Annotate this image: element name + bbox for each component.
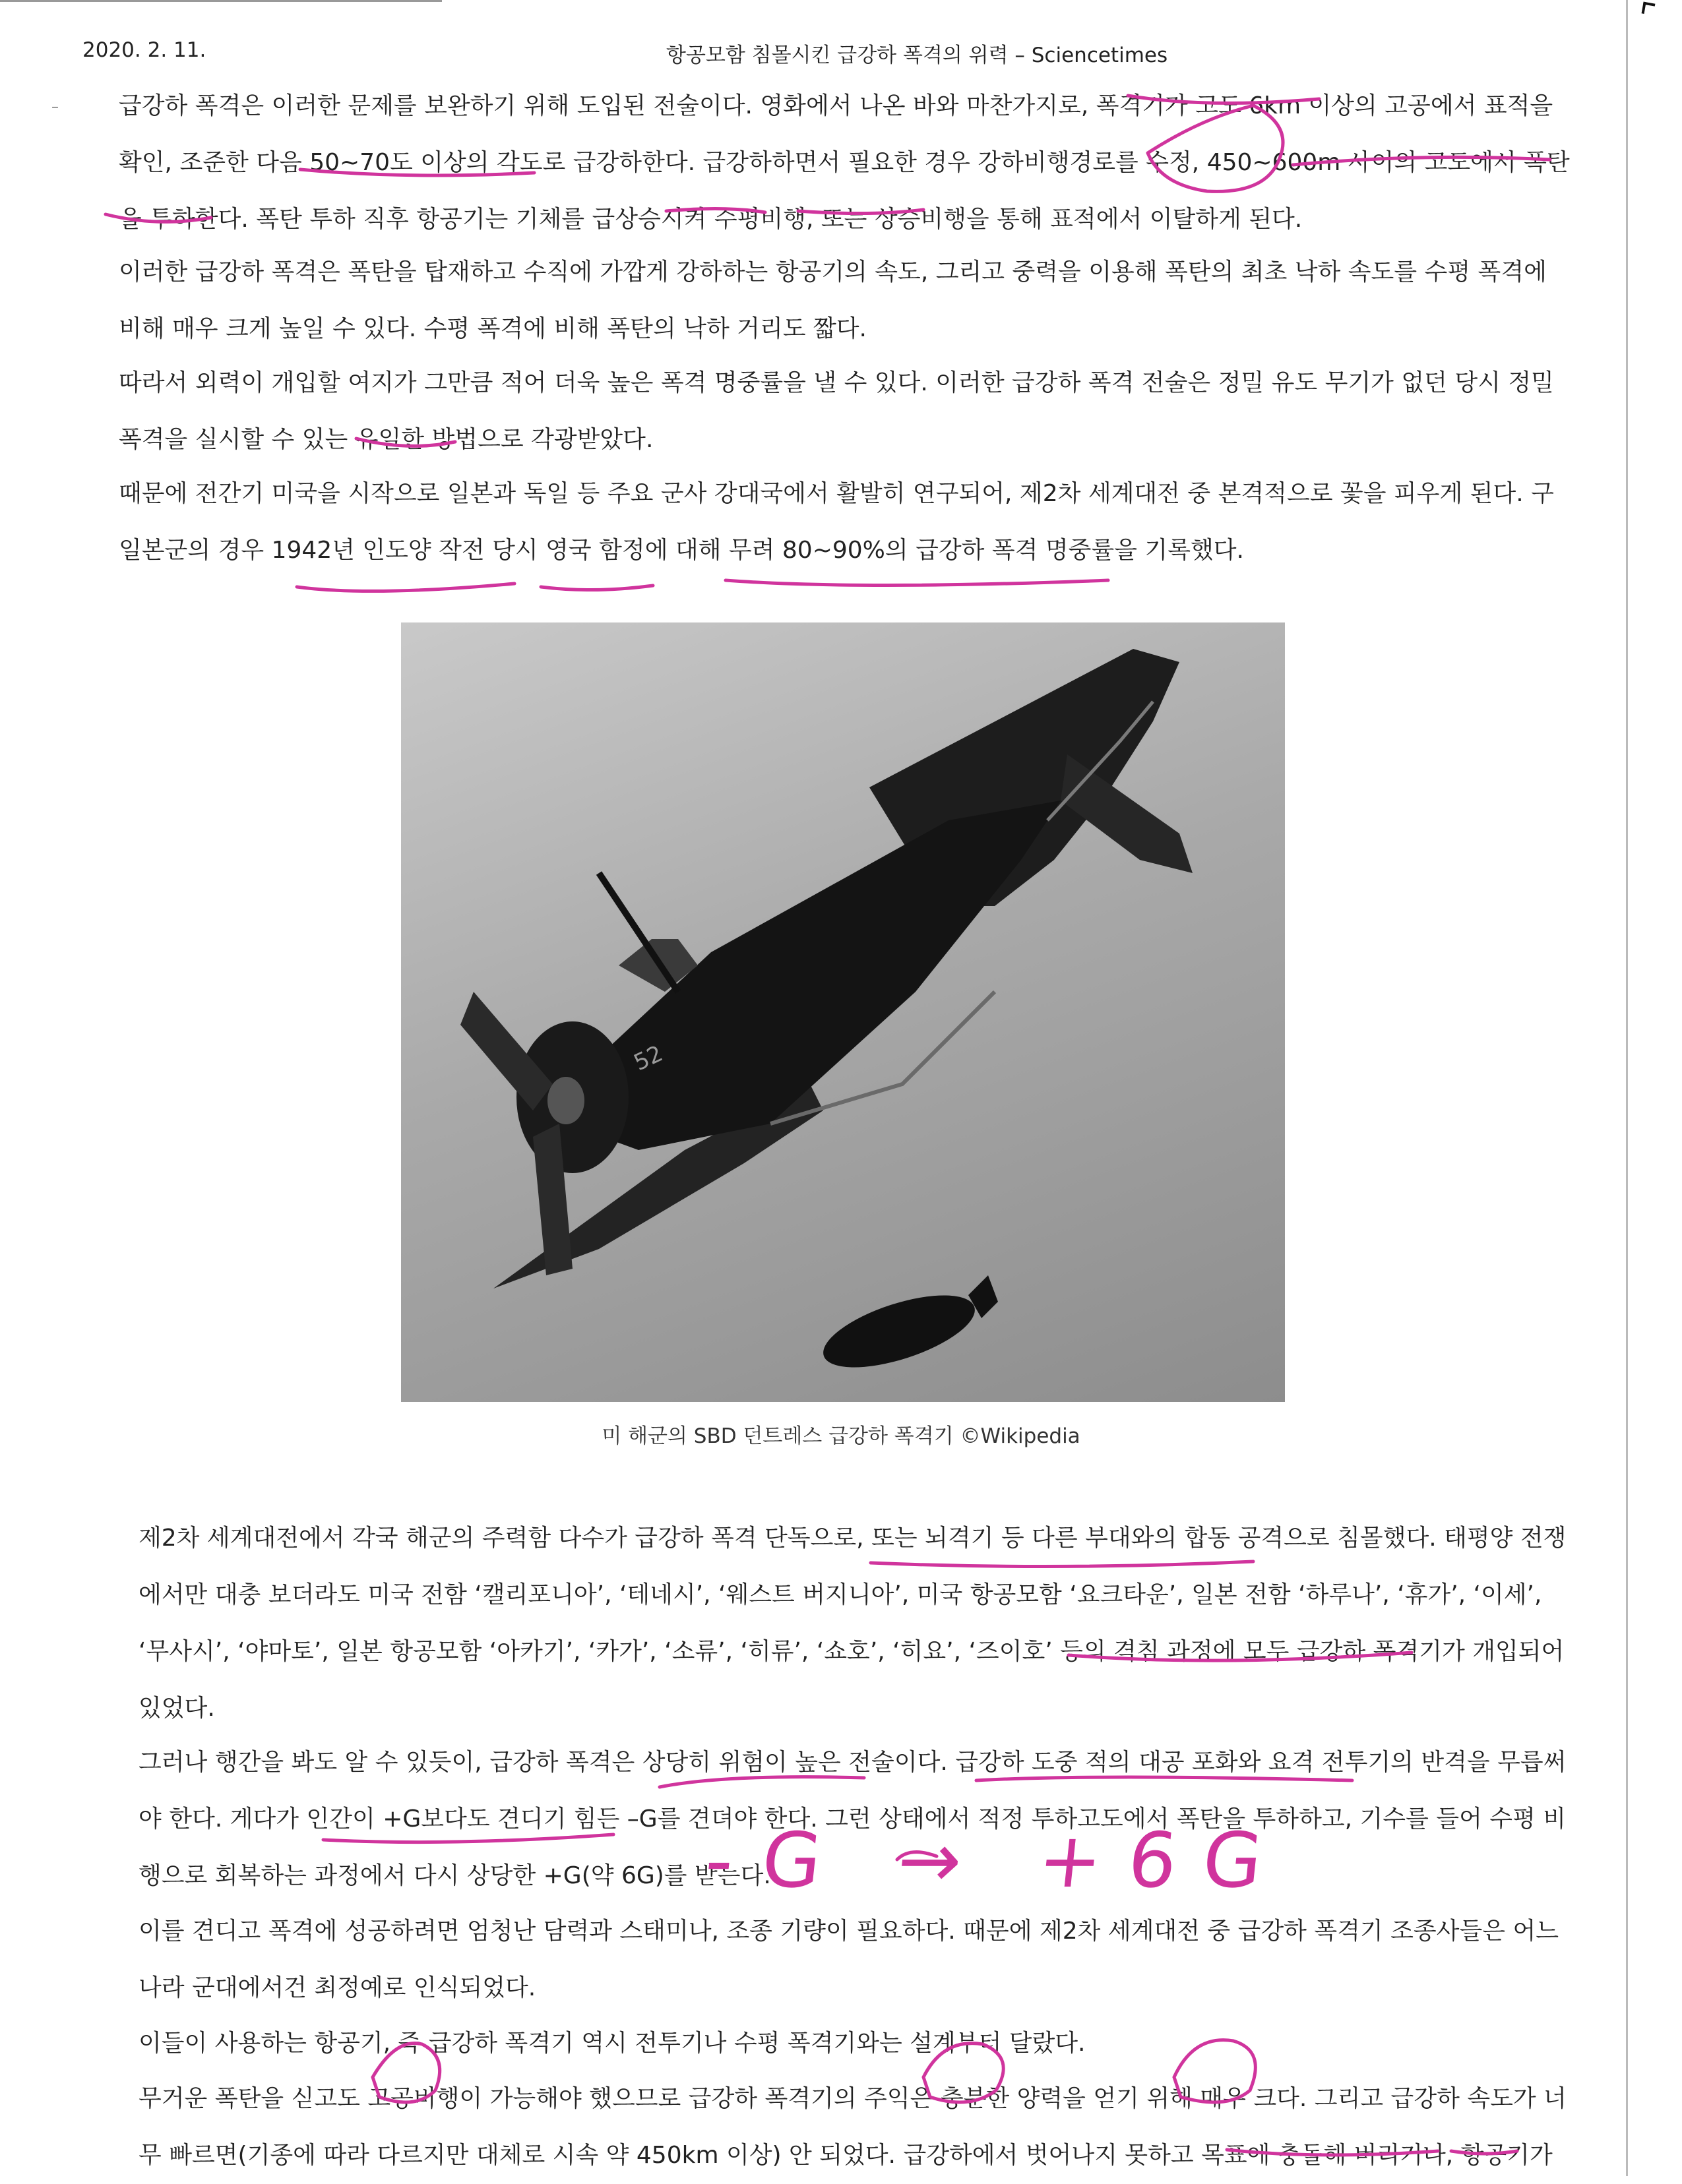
falling-bomb	[815, 1275, 998, 1382]
paragraph-design: 이들이 사용하는 항공기, 즉 급강하 폭격기 역시 전투기나 수평 폭격기와는 설계부터 달랐다.	[139, 2030, 1086, 2057]
stray-mark: –	[51, 99, 59, 115]
figure-caption: 미 해군의 SBD 던트레스 급강하 폭격기 ©Wikipedia	[602, 1424, 1080, 1448]
paragraph-accuracy: 따라서 외력이 개입할 여지가 그만큼 적어 더욱 높은 폭격 명중률을 낼 수 있다. 이러한 급강하 폭격 전술은 정밀 유도 무기가 없던 당시 정밀 폭격을 실시할 수 있는 유일한 방법으로 각광받았다.	[119, 369, 1554, 453]
print-date: 2020. 2. 11.	[82, 38, 206, 62]
paragraph-wings: 무거운 폭탄을 싣고도 고공비행이 가능해야 했으므로 급강하 폭격기의 주익은 충분한 양력을 얻기 위해 매우 크다. 그리고 급강하 속도가 너무 빠르면(기종에 따라 다르지만 대체로 시속 약 450km 이상) 안 되었다. 급강하에서 벗어나지 못하고 목표에 충돌해 버리거나, 항공기가	[139, 2085, 1567, 2169]
paragraph-pilots: 이를 견디고 폭격에 성공하려면 엄청난 담력과 스태미나, 조종 기량이 필요하다. 때문에 제2차 세계대전 중 급강하 폭격기 조종사들은 어느 나라 군대에서건 최정예로 인식되었다.	[139, 1918, 1559, 2001]
paragraph-dive-bombing-intro: 급강하 폭격은 이러한 문제를 보완하기 위해 도입된 전술이다. 영화에서 나온 바와 마찬가지로, 폭격기가 고도 6km 이상의 고공에서 표적을 확인, 조준한 다음 50~70도 이상의 각도로 급강하한다. 급강하하면서 필요한 경우 강하비행경로를 수정, 450~600m 사이의 고도에서 폭탄을 투하한다. 폭탄 투하 직후 항공기는 기체를 급상승시켜 수평비행, 또는 상승비행을 통해 표적에서 이탈하게 된다.	[119, 92, 1570, 233]
corner-mark	[1642, 2, 1656, 16]
page-title: 항공모함 침몰시킨 급강하 폭격의 위력 – Sciencetimes	[666, 44, 1168, 67]
aircraft-silhouette	[460, 649, 1193, 1289]
paragraph-risk: 그러나 행간을 봐도 알 수 있듯이, 급강하 폭격은 상당히 위험이 높은 전술이다. 급강하 도중 적의 대공 포화와 요격 전투기의 반격을 무릅써야 한다. 게다가 인간이 +G보다도 견디기 힘든 –G를 견뎌야 한다. 그런 상태에서 적정 투하고도에서 폭탄을 투하하고, 기수를 들어 수평 비행으로 회복하는 과정에서 다시 상당한 +G(약 6G)를 받는다.	[139, 1749, 1567, 1889]
aircraft-number: 52	[629, 1040, 668, 1077]
paragraph-ships-sunk: 제2차 세계대전에서 각국 해군의 주력함 다수가 급강하 폭격 단독으로, 또는 뇌격기 등 다른 부대와의 합동 공격으로 침몰했다. 태평양 전쟁에서만 대충 보더라도 미국 전함 ‘캘리포니아’, ‘테네시’, ‘웨스트 버지니아’, 미국 항공모함 ‘요크타운’, 일본 전함 ‘하루나’, ‘휴가’, ‘이세’, ‘무사시’, ‘야마토’, 일본 항공모함 ‘아카기’, ‘카가’, ‘소류’, ‘히류’, ‘쇼호’, ‘히요’, ‘즈이호’ 등의 격침 과정에 모두 급강하 폭격기가 개입되어 있었다.	[139, 1525, 1567, 1722]
page-header	[0, 38, 1682, 71]
handwritten-g-note: -G → +6G	[701, 1817, 1293, 1905]
top-rule	[0, 0, 442, 2]
paragraph-history: 때문에 전간기 미국을 시작으로 일본과 독일 등 주요 군사 강대국에서 활발히 연구되어, 제2차 세계대전 중 본격적으로 꽃을 피우게 된다. 구 일본군의 경우 1942년 인도양 작전 당시 영국 함정에 대해 무려 80~90%의 급강하 폭격 명중률을 기록했다.	[119, 480, 1554, 564]
page-edge-line	[1626, 0, 1628, 2176]
paragraph-speed-advantage: 이러한 급강하 폭격은 폭탄을 탑재하고 수직에 가깝게 강하하는 항공기의 속도, 그리고 중력을 이용해 폭탄의 최초 낙하 속도를 수평 폭격에 비해 매우 크게 높일 수 있다. 수평 폭격에 비해 폭탄의 낙하 거리도 짧다.	[119, 258, 1547, 342]
dive-bomber-photo	[401, 622, 1285, 1402]
